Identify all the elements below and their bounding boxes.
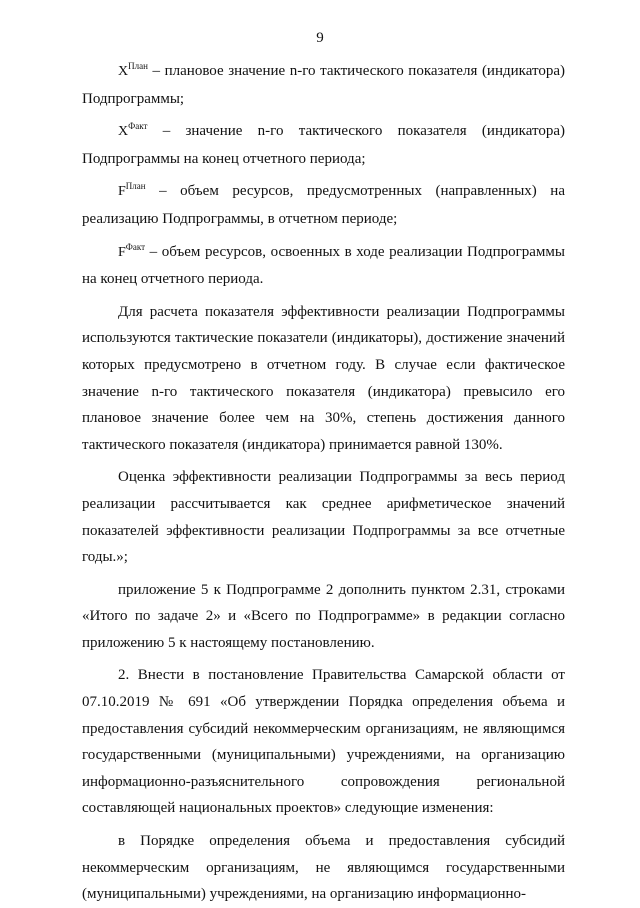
paragraph-evaluation: Оценка эффективности реализации Подпрограммы за весь период реализации рассчитывается как среднее арифметическое значений показателей эффективности реализации Подпрограммы за все отчетные годы.»; [82,469,565,566]
definition-text: – объем ресурсов, предусмотренных (направленных) на реализацию Подпрограммы, в отчетном периоде; [82,183,565,227]
definition-x-fact [82,118,565,172]
paragraph-calculation: Для расчета показателя эффективности реализации Подпрограммы используются тактические показатели (индикаторы), достижение значений которых предусмотрено в отчетном году. В случае если фактическое значение n-го тактического показателя (индикатора) превысило его плановое значение более чем на 30%, степень достижения данного тактического показателя (индикатора) принимается равной 130%. [82,303,565,453]
superscript: План [128,61,148,71]
definition-text: – значение n-го тактического показателя (индикатора) Подпрограммы на конец отчетного периода; [82,123,565,167]
paragraph-item-2: 2. Внести в постановление Правительства Самарской области от 07.10.2019 № 691 «Об утверждении Порядка определения объема и предоставления субсидий некоммерческим организациям, не являющимся государственными (муниципальными) учреждениями, на организацию информационно-разъяснительного сопровождения региональной составляющей национальных проектов» следующие изменения: [82,667,565,817]
symbol: X [118,64,129,79]
symbol: X [118,124,129,140]
symbol: F [118,184,126,200]
definition-f-plan [82,178,565,232]
superscript: План [125,181,146,192]
superscript: Факт [125,241,146,252]
superscript: Факт [128,121,148,132]
symbol: F [118,244,126,260]
page-number: 9 [316,30,324,46]
definition-text: – плановое значение n-го тактического показателя (индикатора) Подпрограммы; [82,63,565,107]
document-body [82,58,565,908]
paragraph-appendix: приложение 5 к Подпрограмме 2 дополнить пунктом 2.31, строками «Итого по задаче 2» и «Всего по Подпрограмме» в редакции согласно приложению 5 к настоящему постановлению. [82,581,565,651]
definition-text: – объем ресурсов, освоенных в ходе реализации Подпрограммы на конец отчетного периода. [82,243,565,288]
definition-x-plan [82,58,565,112]
paragraph-procedure: в Порядке определения объема и предоставления субсидий некоммерческим организациям, не являющимся государственными (муниципальными) учреждениями, на организацию информационно- [82,833,565,903]
definition-f-fact [82,239,565,293]
